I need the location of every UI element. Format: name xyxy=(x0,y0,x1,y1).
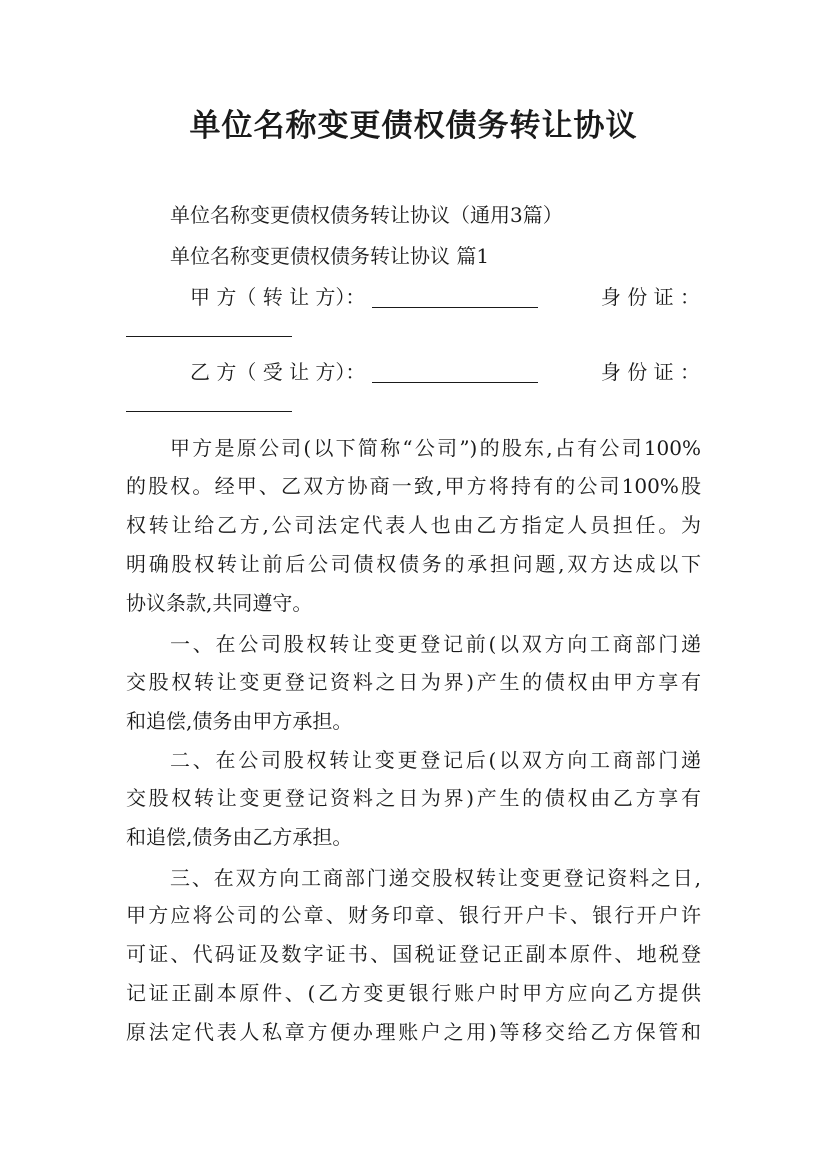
body-line: 交股权转让变更登记资料之日为界)产生的债权由乙方享有 xyxy=(126,786,701,810)
party-a-id-label: 身 份 证 ： xyxy=(600,285,700,309)
party-a-id-blank xyxy=(126,336,292,337)
body-line: 二、在公司股权转让变更登记后(以双方向工商部门递 xyxy=(170,748,701,772)
body-line: 和追偿,债务由乙方承担。 xyxy=(126,825,353,849)
body-line: 交股权转让变更登记资料之日为界)产生的债权由甲方享有 xyxy=(126,670,701,694)
body-line: 权转让给乙方,公司法定代表人也由乙方指定人员担任。为 xyxy=(126,513,701,537)
body-line: 的股权。经甲、乙双方协商一致,甲方将持有的公司100%股 xyxy=(126,474,701,498)
party-b-row xyxy=(190,356,700,385)
party-a-label: 甲 方（ 转 让 方）： xyxy=(190,285,366,309)
party-b-label: 乙 方（ 受 让 方）： xyxy=(190,360,366,384)
part-heading: 单位名称变更债权债务转让协议 篇1 xyxy=(170,244,490,268)
body-line: 三、在双方向工商部门递交股权转让变更登记资料之日, xyxy=(170,866,701,890)
body-line: 可证、代码证及数字证书、国税证登记正副本原件、地税登 xyxy=(126,942,701,966)
document-title: 单位名称变更债权债务转让协议 xyxy=(189,108,638,144)
party-b-name-blank xyxy=(372,362,538,383)
body-line: 一、在公司股权转让变更登记前(以双方向工商部门递 xyxy=(170,632,701,656)
body-line: 原法定代表人私章方便办理账户之用)等移交给乙方保管和 xyxy=(126,1020,701,1044)
subtitle: 单位名称变更债权债务转让协议（通用3篇） xyxy=(170,203,563,227)
party-b-id-label: 身 份 证 ： xyxy=(600,360,700,384)
party-a-name-blank xyxy=(372,287,538,308)
body-line: 协议条款,共同遵守。 xyxy=(126,591,313,615)
body-line: 甲方是原公司(以下简称“公司”)的股东,占有公司100% xyxy=(170,436,701,460)
party-b-id-blank xyxy=(126,411,292,412)
body-line: 记证正副本原件、(乙方变更银行账户时甲方应向乙方提供 xyxy=(126,981,701,1005)
body-line: 明确股权转让前后公司债权债务的承担问题,双方达成以下 xyxy=(126,552,701,576)
body-line: 和追偿,债务由甲方承担。 xyxy=(126,709,353,733)
body-line: 甲方应将公司的公章、财务印章、银行开户卡、银行开户许 xyxy=(126,903,701,927)
party-a-row xyxy=(190,281,700,310)
